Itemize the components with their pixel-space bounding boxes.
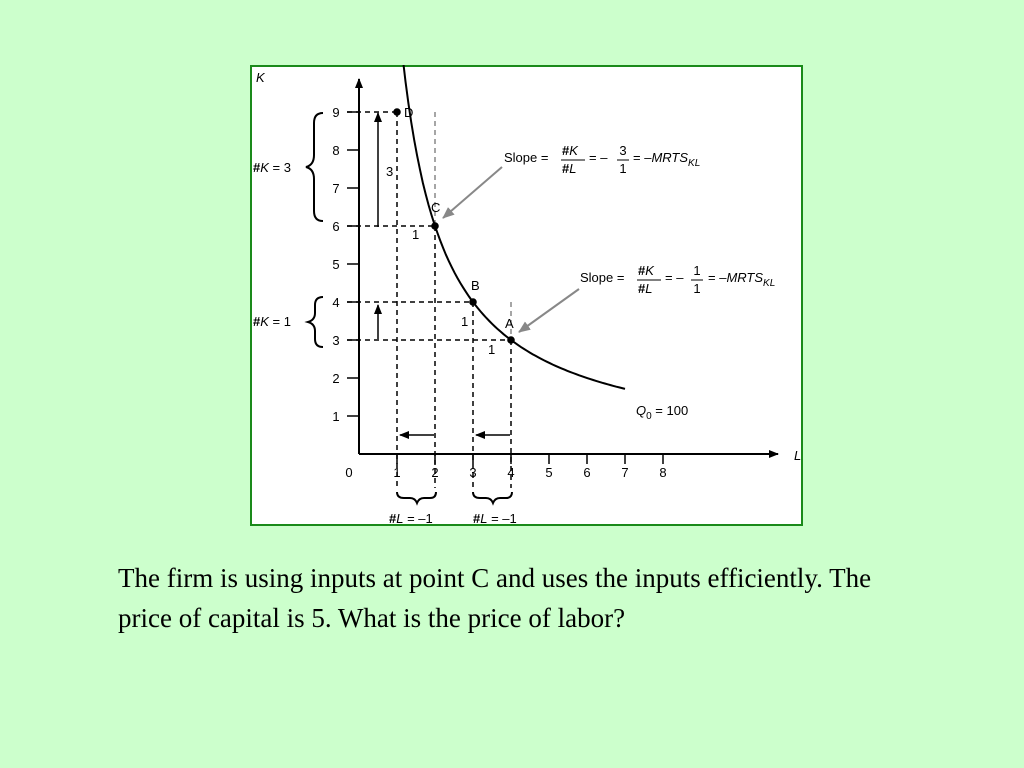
- brace-delta-k-big: [306, 113, 323, 221]
- delta-l-right-label: #L = –1: [473, 511, 517, 526]
- y-tick-label: 7: [332, 181, 340, 196]
- slope-num: 3: [619, 143, 627, 158]
- y-tick-label: 8: [332, 143, 340, 158]
- isoquant-points: [393, 105, 515, 344]
- rise-label-small: 1: [461, 314, 469, 329]
- y-tick-label: 1: [332, 409, 340, 424]
- y-tick-label: 4: [332, 295, 340, 310]
- slope-callout-c: [443, 143, 700, 218]
- slope-den: 1: [693, 281, 701, 296]
- slope-frac-den: #L: [638, 281, 653, 296]
- slope-mrts: = $-MRTS_{KL}$: [708, 270, 776, 289]
- isoquant-chart: [250, 65, 803, 526]
- y-tick-group: [332, 105, 359, 424]
- delta-k-big-label: #K = 3: [253, 160, 291, 175]
- brace-delta-l-right: [473, 492, 512, 503]
- y-tick-label: 3: [332, 333, 340, 348]
- slope-word: Slope =: [580, 270, 625, 285]
- x-tick-label: 2: [431, 465, 439, 480]
- y-tick-label: 9: [332, 105, 340, 120]
- rise-label-big: 3: [386, 164, 394, 179]
- point-label-D: D: [404, 105, 414, 120]
- x-tick-label: 4: [507, 465, 515, 480]
- slope-den: 1: [619, 161, 627, 176]
- slope-frac-num: #K: [562, 143, 578, 158]
- point-C: [431, 222, 439, 230]
- x-tick-label: 5: [545, 465, 553, 480]
- x-tick-group: [345, 454, 666, 480]
- y-tick-label: 6: [332, 219, 340, 234]
- point-D: [393, 108, 401, 116]
- point-label-A: A: [505, 316, 514, 331]
- question-caption: The firm is using inputs at point C and uses the inputs efficiently. The price of capital is 5. What is the price of labor?: [118, 563, 872, 633]
- dashed-guides: [347, 112, 511, 488]
- isoquant-label: $Q_0 = 100$: [636, 403, 689, 422]
- y-axis-title: K: [256, 70, 265, 85]
- point-label-C: C: [431, 200, 441, 215]
- slope-pointer-a: [519, 289, 579, 332]
- point-label-B: B: [471, 278, 480, 293]
- brace-delta-l-left: [397, 492, 436, 503]
- slope-word: Slope =: [504, 150, 549, 165]
- x-tick-label: 1: [393, 465, 401, 480]
- y-tick-label: 5: [332, 257, 340, 272]
- slope-eq1: = –: [589, 150, 608, 165]
- chart-frame: [250, 65, 803, 526]
- slope-eq1: = –: [665, 270, 684, 285]
- x-tick-label: 0: [345, 465, 353, 480]
- y-tick-label: 2: [332, 371, 340, 386]
- point-B: [469, 298, 477, 306]
- brace-delta-k-small: [308, 297, 323, 347]
- slope-frac-num: #K: [638, 263, 654, 278]
- x-tick-label: 3: [469, 465, 477, 480]
- slope-num: 1: [693, 263, 701, 278]
- x-tick-label: 6: [583, 465, 591, 480]
- point-A: [507, 336, 515, 344]
- delta-l-left-label: #L = –1: [389, 511, 433, 526]
- run-label-big: 1: [412, 227, 420, 242]
- x-tick-label: 8: [659, 465, 667, 480]
- slope-callout-a: [519, 263, 775, 332]
- delta-k-small-label: #K = 1: [253, 314, 291, 329]
- run-label-small: 1: [488, 342, 496, 357]
- x-axis-title: L: [794, 448, 802, 463]
- slope-pointer-c: [443, 167, 502, 218]
- slope-mrts: = $-MRTS_{KL}$: [633, 150, 701, 169]
- slope-frac-den: #L: [562, 161, 577, 176]
- x-tick-label: 7: [621, 465, 629, 480]
